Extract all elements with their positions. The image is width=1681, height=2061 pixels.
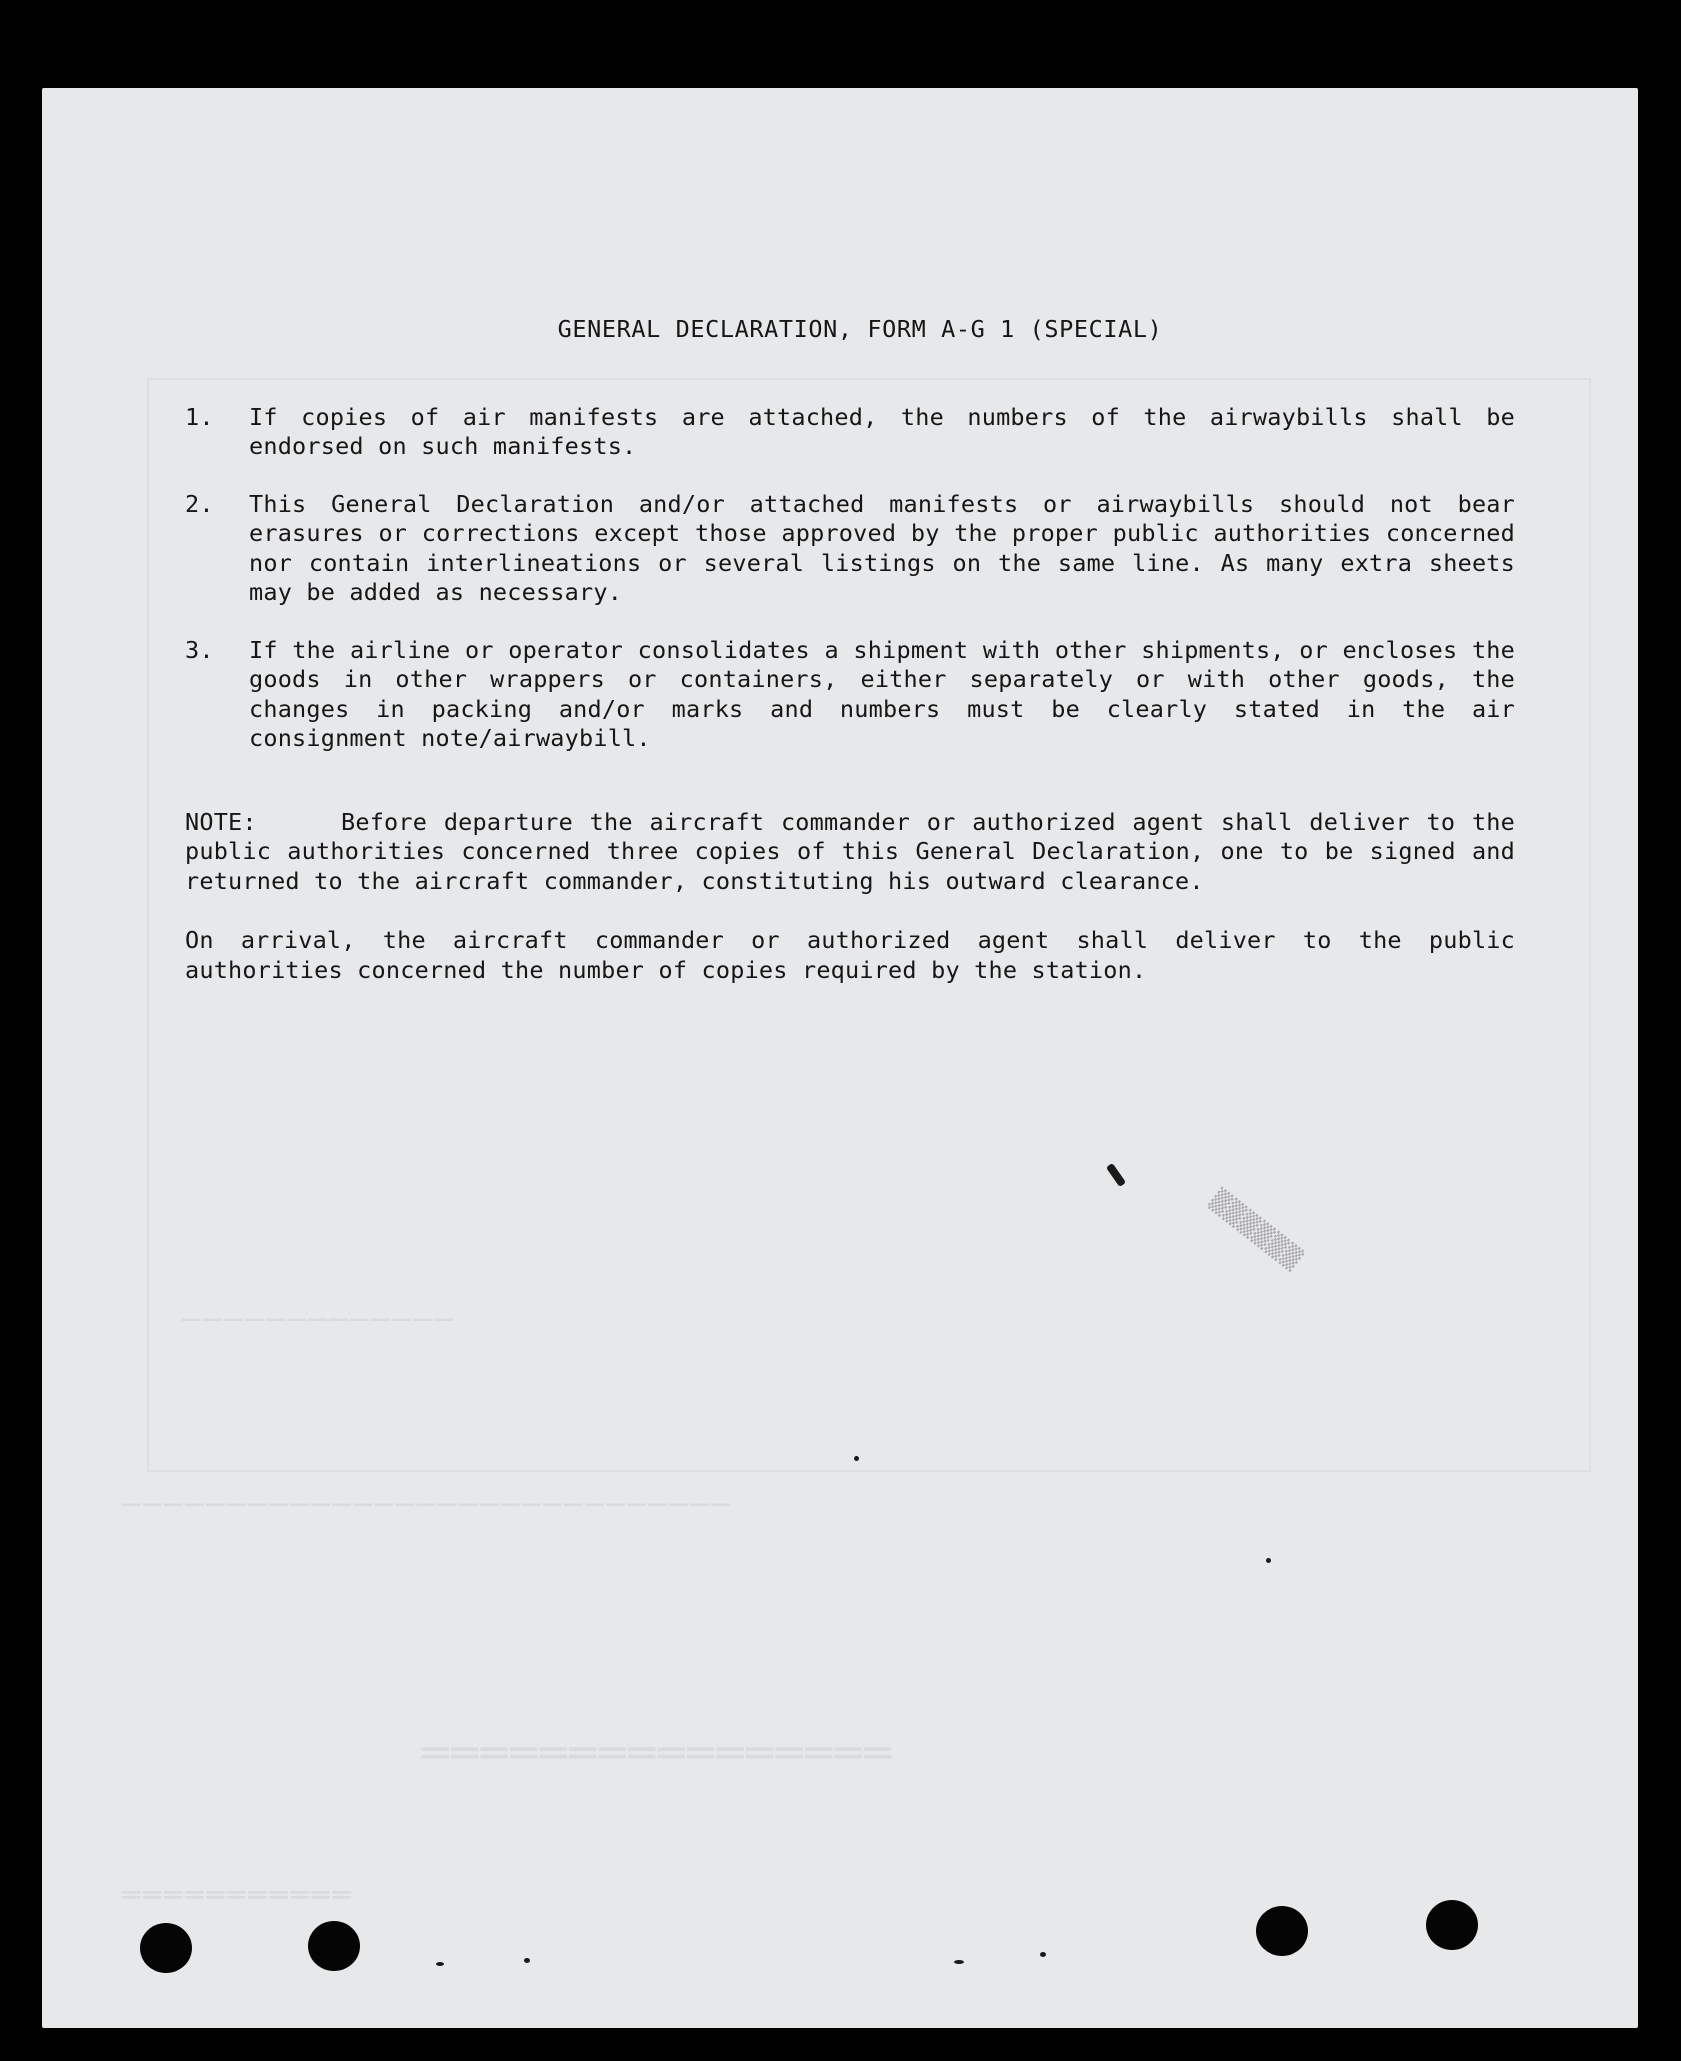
item-number: 1. — [185, 402, 214, 431]
punch-hole — [1256, 1906, 1308, 1956]
note-label: NOTE: — [185, 807, 257, 836]
speck — [524, 1958, 530, 1963]
bleed-through-text: ════════════════ — [422, 1728, 894, 1779]
speck — [1040, 1952, 1046, 1957]
instruction-item — [145, 403, 1515, 462]
note-paragraph — [145, 808, 1515, 897]
item-text: If the airline or operator consolidates a shipment with other shipments, or encloses the goods in other wrappers or containers, either separately or with other goods, the changes in packing and/or marks and numbers must be clearly stated in the air consignment note/airwaybill. — [249, 635, 1515, 752]
bleed-through-text: ───────────────────────────── — [122, 1488, 733, 1523]
arrival-paragraph: On arrival, the aircraft commander or authorized agent shall deliver to the public authorities concerned the number of copies required by the station. — [185, 926, 1515, 984]
bleed-through-text: ───────────── — [182, 1303, 456, 1338]
item-number: 2. — [185, 489, 214, 518]
punch-hole — [1426, 1900, 1478, 1950]
speck — [436, 1962, 444, 1966]
item-text: This General Declaration and/or attached manifests or airwaybills should not bear erasures or corrections except those approved by the proper public authorities concerned nor contain interlineations or several listings on the same line. As many extra sheets may be added as necessary. — [249, 489, 1515, 606]
speck — [854, 1456, 859, 1461]
punch-hole — [140, 1923, 192, 1973]
speck — [1266, 1558, 1271, 1563]
faint-stamp: ▒▒▒▒▒▒ — [1205, 1187, 1306, 1274]
instruction-item — [145, 490, 1515, 608]
punch-hole — [308, 1921, 360, 1971]
instruction-item — [145, 636, 1515, 754]
item-number: 3. — [185, 635, 214, 664]
bleed-through-text: ═══════════ — [122, 1878, 354, 1913]
note-text: Before departure the aircraft commander or authorized agent shall deliver to the public authorities concerned three copies of this General Declaration, one to be signed and returned to the aircraft commander, constituting his outward clearance. — [185, 807, 1515, 895]
speck — [954, 1960, 964, 1964]
document-body — [145, 225, 1515, 985]
document-title: GENERAL DECLARATION, FORM A-G 1 (SPECIAL) — [557, 315, 1163, 343]
item-text: If copies of air manifests are attached, the numbers of the airwaybills shall be endorsed on such manifests. — [249, 402, 1515, 460]
